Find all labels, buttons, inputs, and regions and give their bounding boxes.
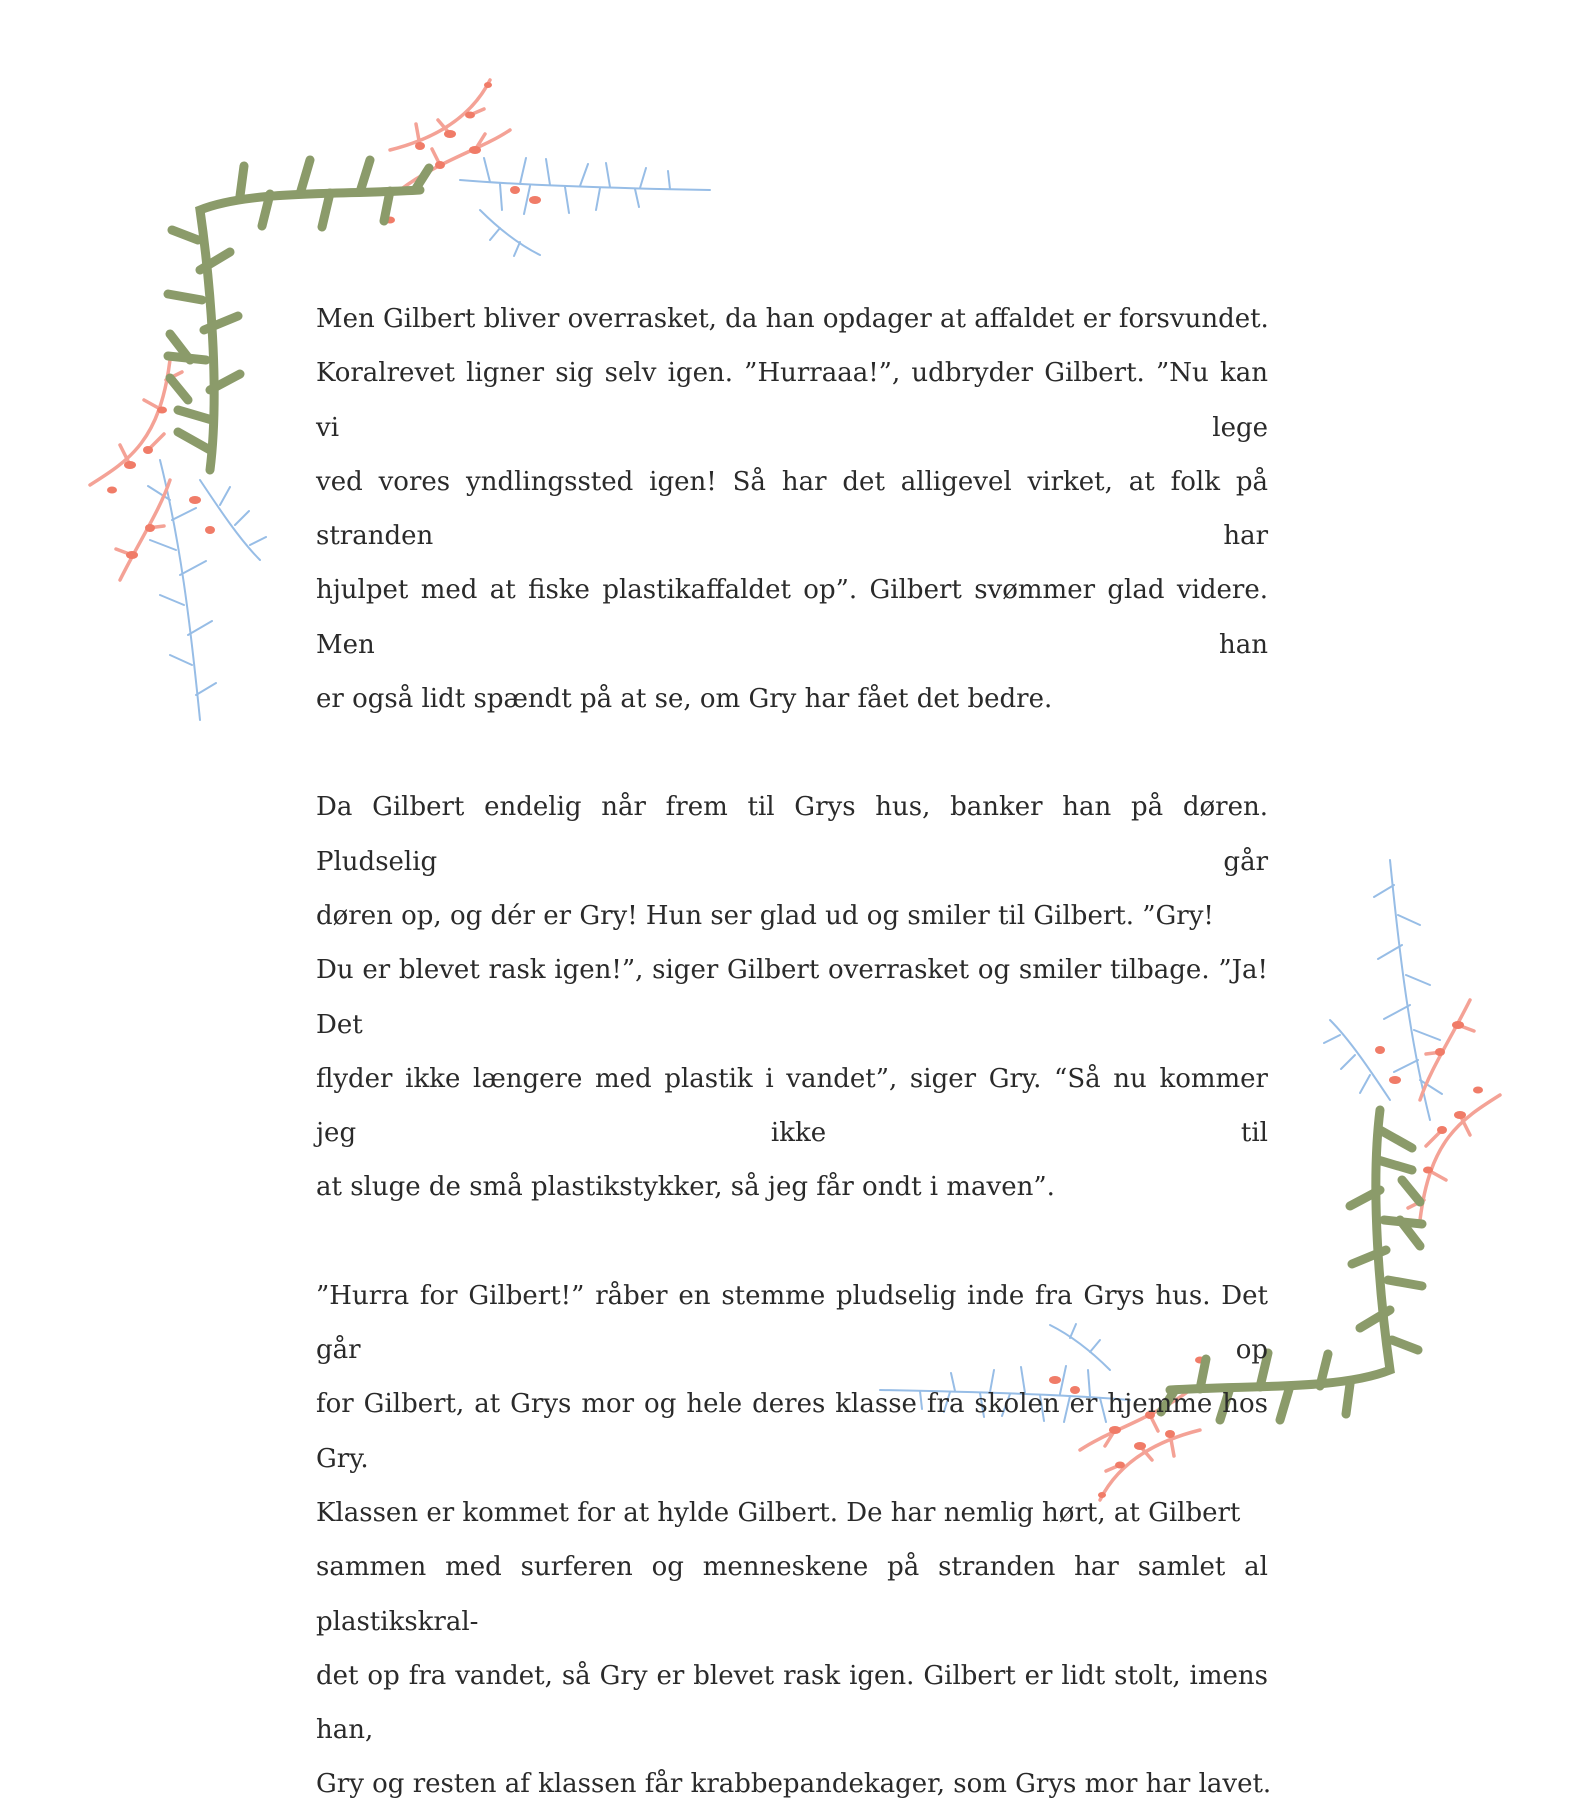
text-line: Da Gilbert endelig når frem til Grys hus, banker han på døren. Pludselig går [316, 792, 1268, 877]
paragraph-3 [316, 1269, 1272, 1812]
text-line: døren op, og dér er Gry! Hun ser glad ud og smiler til Gilbert. ”Gry! [316, 900, 1214, 931]
text-line: det op fra vandet, så Gry er blevet rask igen. Gilbert er lidt stolt, imens han, [316, 1660, 1268, 1746]
text-line: Klassen er kommet for at hylde Gilbert. De har nemlig hørt, at Gilbert [316, 1497, 1241, 1528]
text-line: Du er blevet rask igen!”, siger Gilbert overrasket og smiler tilbage. ”Ja! Det [316, 955, 1268, 1040]
text-line: sammen med surferen og menneskene på stranden har samlet al plastikskral- [316, 1552, 1268, 1637]
paragraph-1 [316, 292, 1268, 726]
text-line: Gry og resten af klassen får krabbepandekager, som Grys mor har lavet. [316, 1769, 1272, 1800]
story-text [316, 292, 1272, 1812]
text-line: flyder ikke længere med plastik i vandet”, siger Gry. “Så nu kommer jeg ikke til [316, 1063, 1268, 1149]
paragraph-2 [316, 780, 1268, 1214]
text-line: hjulpet med at fiske plastikaffaldet op”. Gilbert svømmer glad videre. Men han [316, 575, 1268, 660]
text-line: Koralrevet ligner sig selv igen. ”Hurraaa!”, udbryder Gilbert. ”Nu kan vi lege [316, 358, 1268, 443]
text-line: for Gilbert, at Grys mor og hele deres klasse fra skolen er hjemme hos Gry. [316, 1389, 1268, 1474]
text-line: ”Hurra for Gilbert!” råber en stemme pludselig inde fra Grys hus. Det går op [316, 1280, 1268, 1366]
text-line: at sluge de små plastikstykker, så jeg får ondt i maven”. [316, 1172, 1055, 1203]
text-line: ved vores yndlingssted igen! Så har det alligevel virket, at folk på stranden har [316, 466, 1268, 552]
text-line: er også lidt spændt på at se, om Gry har fået det bedre. [316, 684, 1053, 715]
text-line: Men Gilbert bliver overrasket, da han opdager at affaldet er forsvundet. [316, 304, 1269, 334]
